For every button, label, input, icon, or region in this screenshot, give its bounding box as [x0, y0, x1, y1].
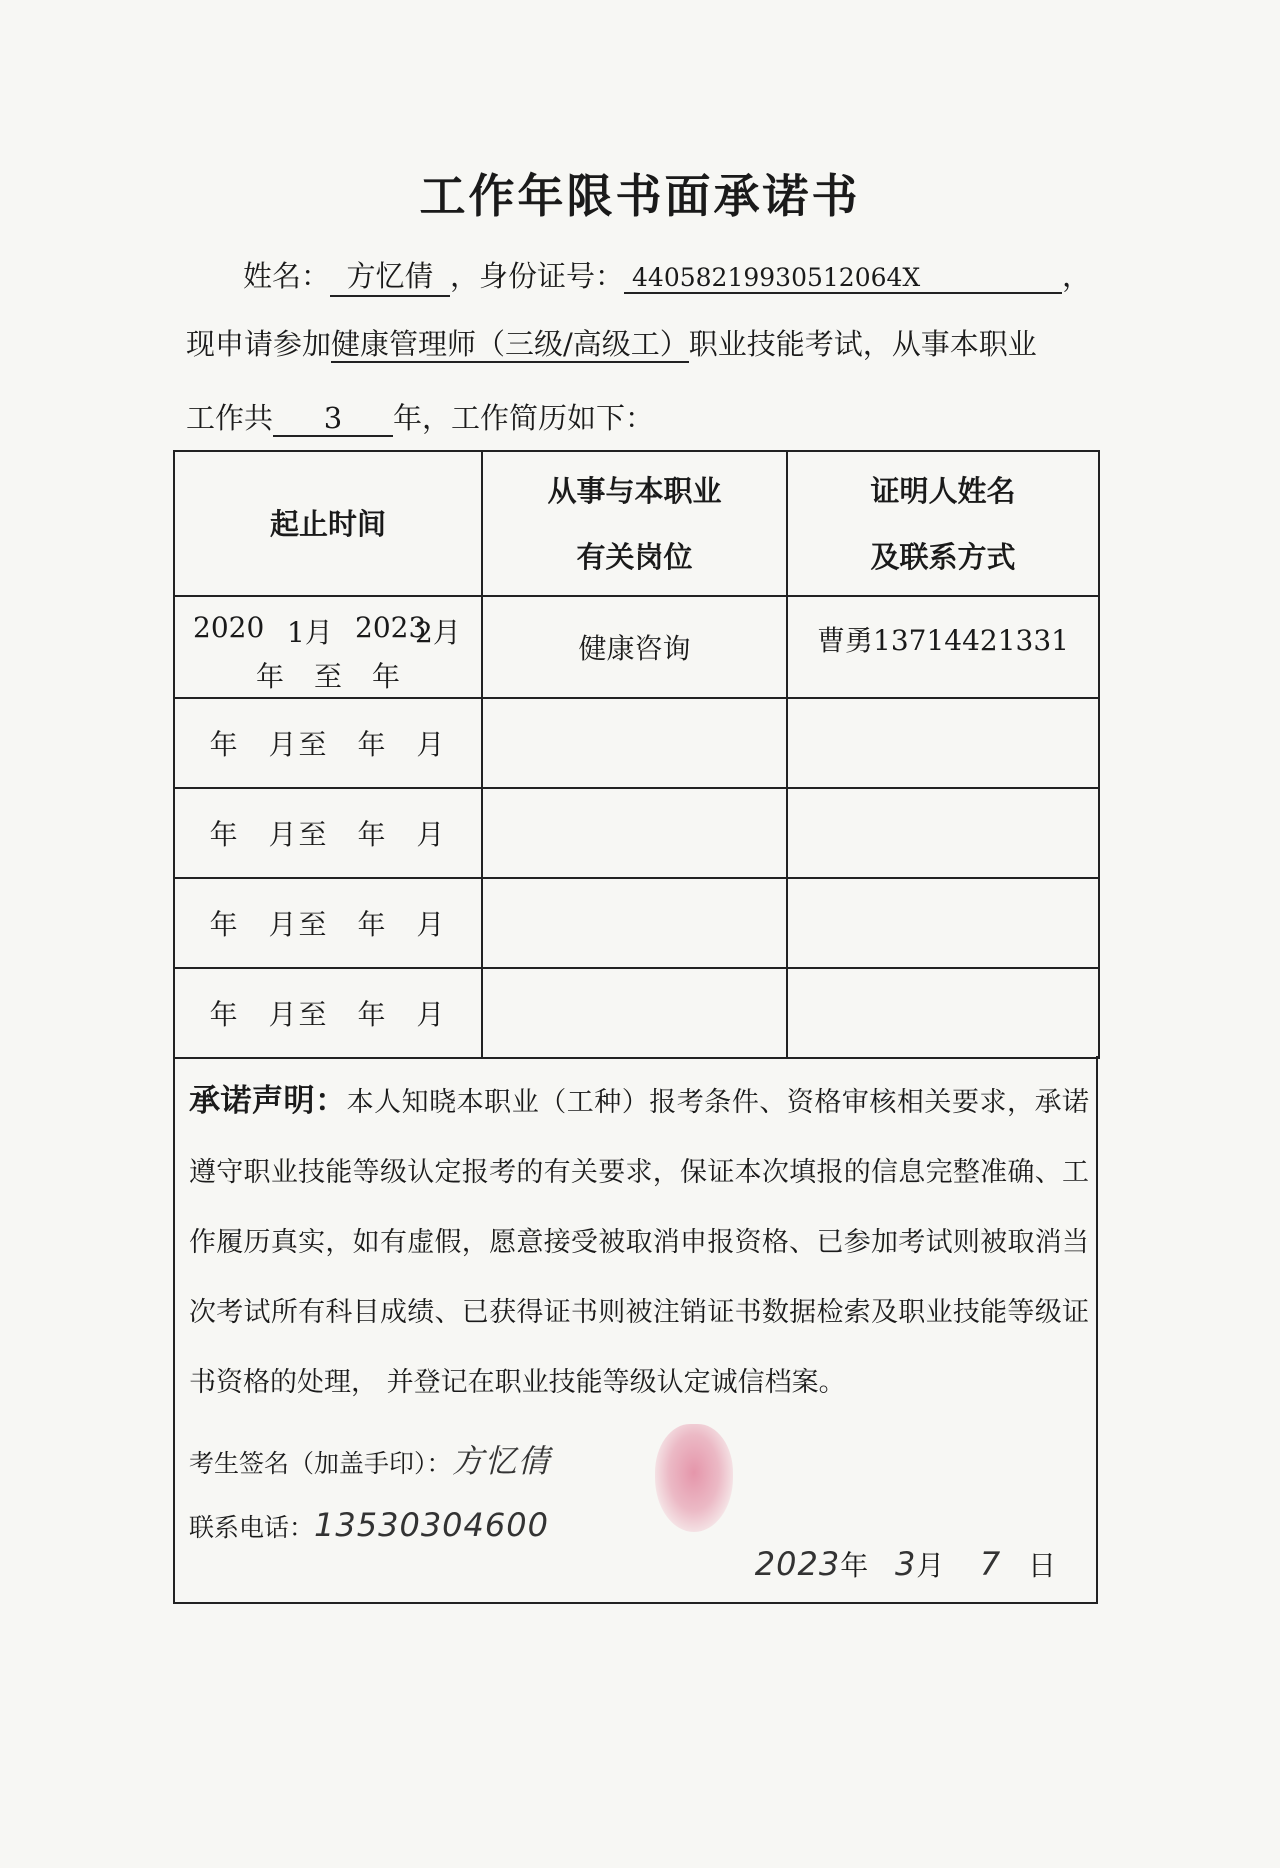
years-prefix: 工作共 — [186, 401, 274, 435]
phone-label: 联系电话： — [189, 1513, 315, 1542]
reference-cell: 曹勇13714421331 — [787, 596, 1099, 698]
declaration-body: 本人知晓本职业（工种）报考条件、资格审核相关要求，承诺遵守职业技能等级认定报考的有关要求，保证本次填报的信息完整准确、工作履历真实，如有虚假，愿意接受被取消申报资格、已参加考试则被取消当次考试所有科目成绩、已获得证书则被注销证书数据检索及职业技能等级证书资格的处理， 并登记在职业技能等级认定诚信档案。 — [189, 1087, 1090, 1398]
id-label: ，身份证号： — [450, 259, 625, 293]
date-day: 7 — [979, 1545, 1002, 1583]
declaration-box — [173, 1056, 1098, 1604]
name-value: 方忆倩 — [330, 254, 450, 297]
exam-name: 健康管理师（三级/高级工） — [331, 327, 689, 361]
table-row — [174, 878, 1099, 968]
date-month: 3 — [894, 1545, 917, 1583]
years-value: 3 — [273, 401, 393, 437]
years-line — [186, 396, 654, 437]
reference-cell — [787, 878, 1099, 968]
declaration-text — [189, 1066, 1089, 1418]
name-id-line — [243, 254, 1091, 297]
table-row — [174, 788, 1099, 878]
period-cell: 年 月至 年 月 — [174, 788, 482, 878]
table-row — [174, 596, 1099, 698]
fingerprint-seal — [655, 1424, 733, 1532]
reference-cell — [787, 698, 1099, 788]
start-year: 2020 — [193, 611, 265, 644]
name-label: 姓名： — [243, 259, 331, 293]
signature-label: 考生签名（加盖手印）： — [189, 1449, 452, 1478]
period-units: 年至年 — [255, 660, 430, 693]
reference-cell — [787, 968, 1099, 1058]
start-month: 1月 — [287, 616, 333, 649]
position-cell — [482, 698, 787, 788]
table-row — [174, 698, 1099, 788]
position-cell: 健康咨询 — [482, 596, 787, 698]
date-month-unit: 月 — [916, 1549, 945, 1582]
date-line — [755, 1544, 1056, 1584]
document-title: 工作年限书面承诺书 — [419, 169, 861, 223]
work-history-table — [173, 450, 1100, 1059]
position-cell — [482, 788, 787, 878]
date-year: 2023 — [754, 1545, 841, 1583]
handwritten-phone: 13530304600 — [314, 1506, 549, 1544]
id-number: 44058219930512064X — [624, 263, 1062, 294]
period-cell: 年 月至 年 月 — [174, 698, 482, 788]
reference-cell — [787, 788, 1099, 878]
period-cell: 年 月至 年 月 — [174, 878, 482, 968]
exam-suffix: 职业技能考试，从事本职业 — [688, 327, 1037, 361]
phone-line — [189, 1506, 549, 1544]
signature-line — [189, 1436, 551, 1482]
position-cell — [482, 878, 787, 968]
exam-prefix: 现申请参加 — [186, 327, 332, 361]
table-header-row — [174, 451, 1099, 596]
handwritten-signature: 方忆倩 — [451, 1442, 551, 1480]
end-month: 2月 — [415, 616, 461, 649]
header-period: 起止时间 — [174, 451, 482, 596]
position-cell — [482, 968, 787, 1058]
trail-comma: ， — [1062, 259, 1092, 293]
end-year: 2023 — [355, 611, 427, 644]
table-row — [174, 968, 1099, 1058]
date-year-unit: 年 — [840, 1549, 869, 1582]
header-position: 从事与本职业 有关岗位 — [482, 451, 787, 596]
years-suffix: 年，工作简历如下： — [393, 401, 655, 435]
header-reference: 证明人姓名 及联系方式 — [787, 451, 1099, 596]
date-day-unit: 日 — [1027, 1549, 1056, 1582]
period-cell: 年 月至 年 月 — [174, 968, 482, 1058]
exam-line — [186, 322, 1037, 363]
period-cell — [174, 596, 482, 698]
declaration-lead: 承诺声明： — [189, 1083, 347, 1119]
